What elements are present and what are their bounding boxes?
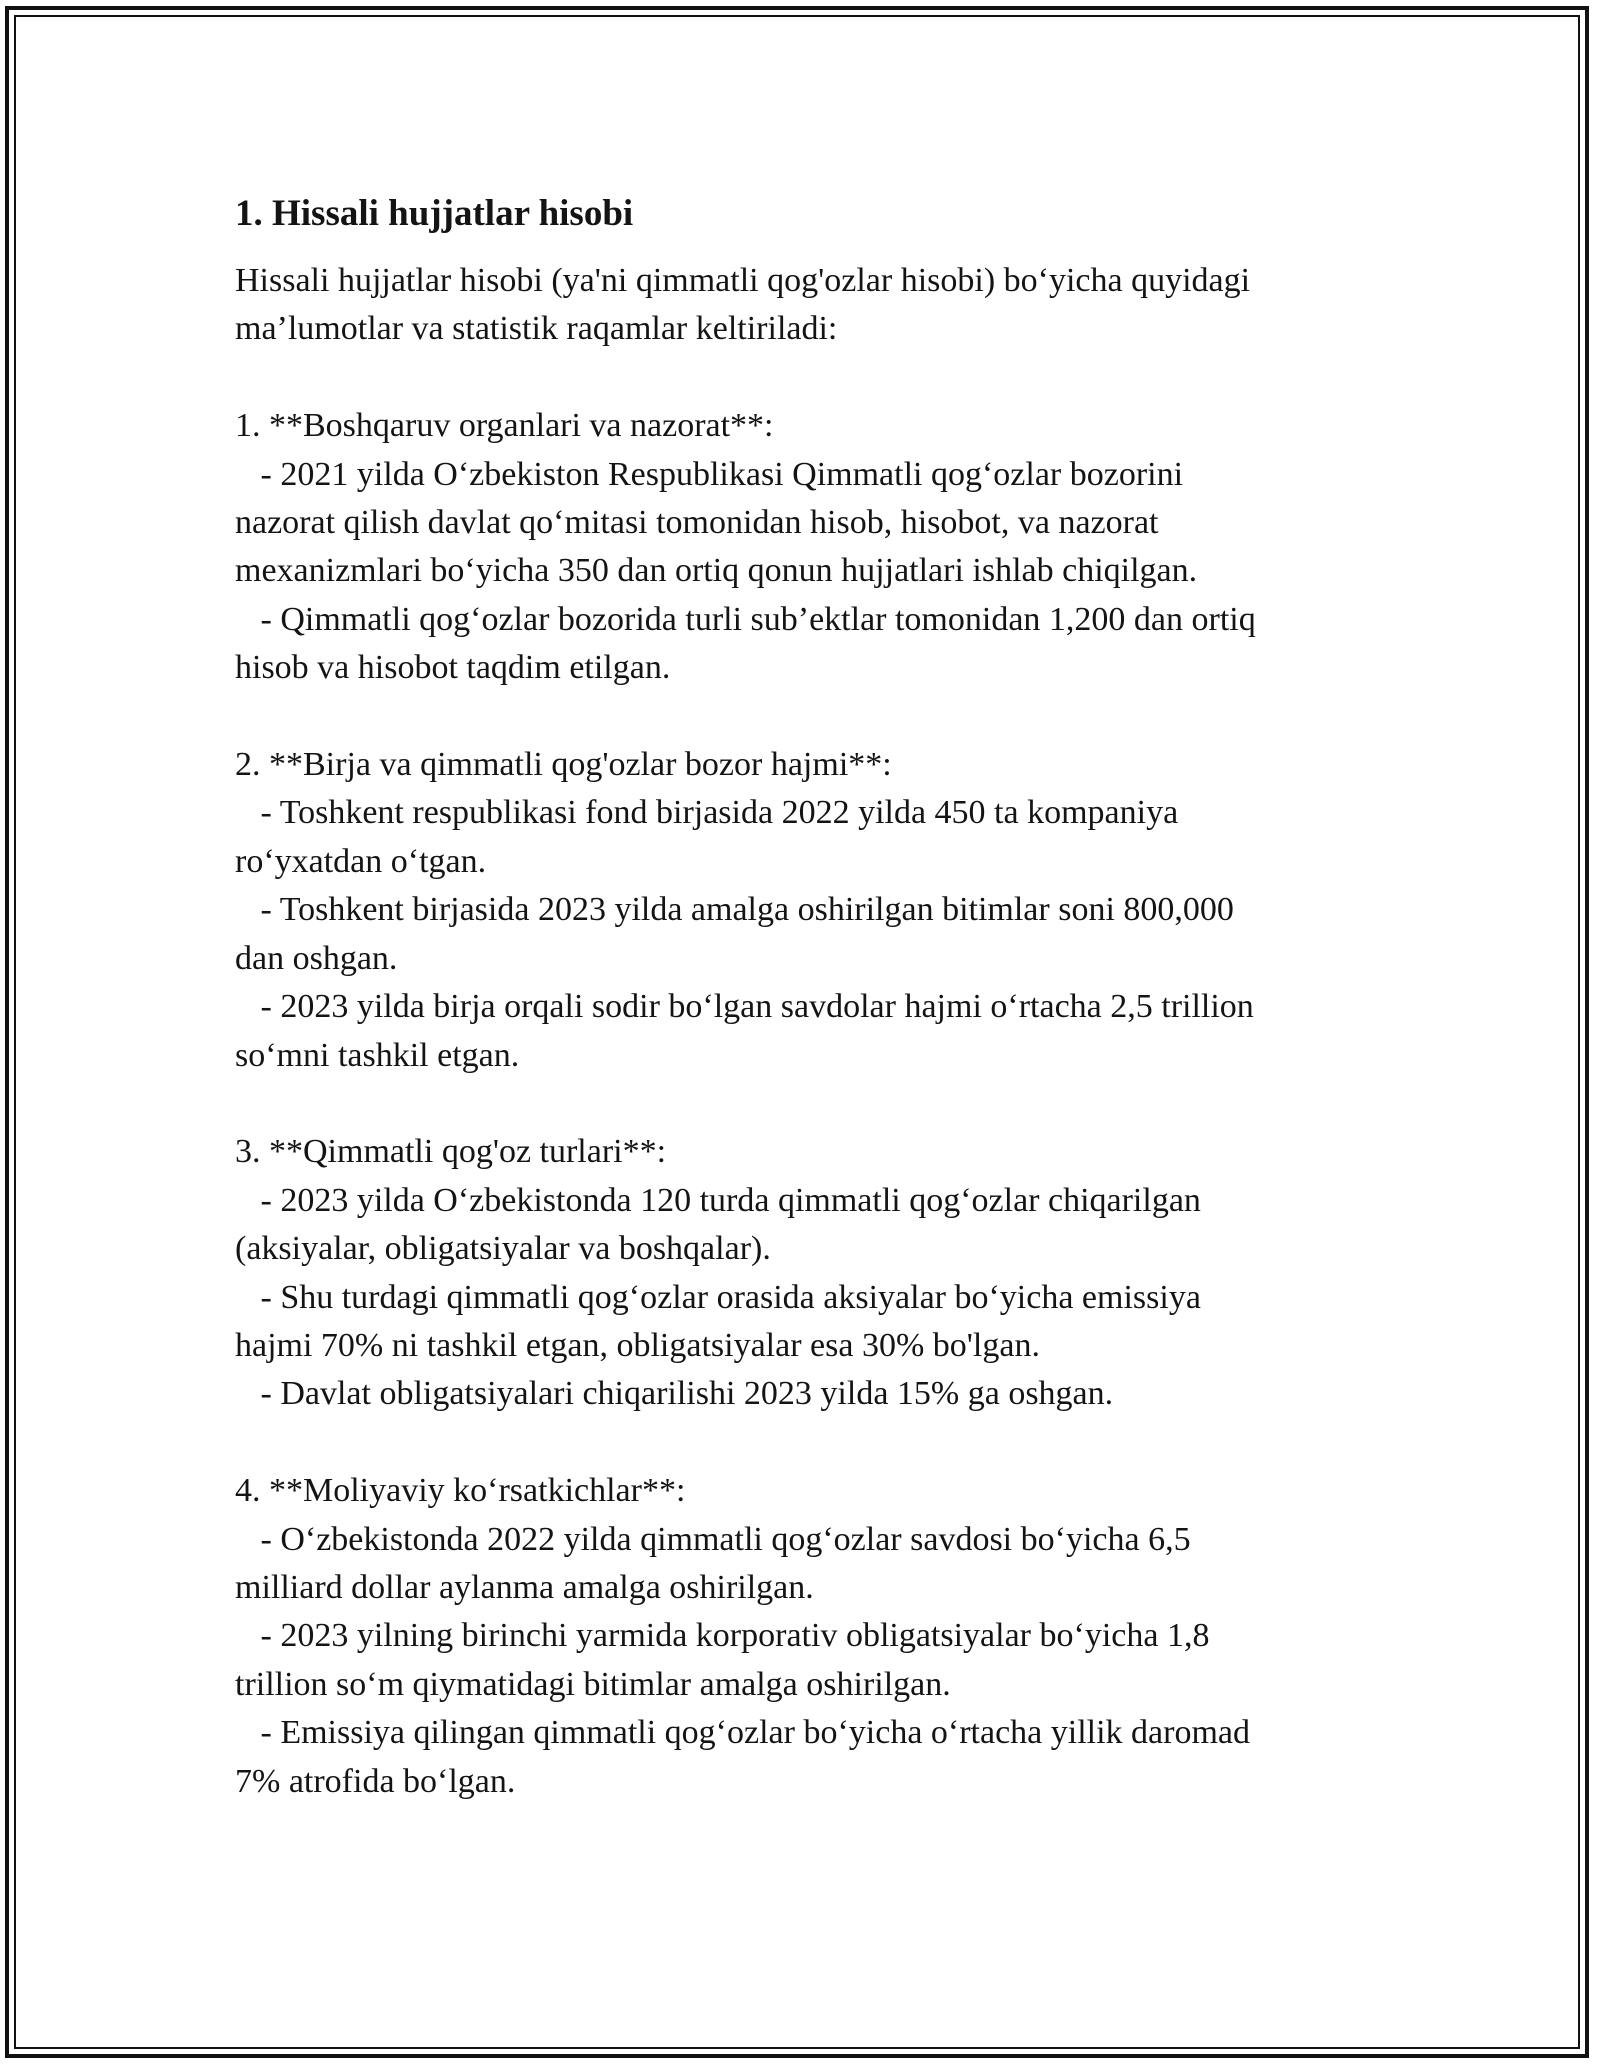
document-title: 1. Hissali hujjatlar hisobi	[235, 193, 634, 234]
document-content	[235, 185, 1385, 1806]
document-body: Hissali hujjatlar hisobi (ya'ni qimmatli qog'ozlar hisobi) bo‘yicha quyidagi ma’lumotlar va statistik raqamlar keltiriladi: 1. **Boshqaruv organlari va nazorat**: - 2021 yilda O‘zbekiston Respublikasi Qimmatli qog‘ozlar bozorini nazorat qilish davlat qo‘mitasi tomonidan hisob, hisobot, va nazorat mexanizmlari bo‘yicha 350 dan ortiq qonun hujjatlari ishlab chiqilgan. - Qimmatli qog‘ozlar bozorida turli sub’ektlar tomonidan 1,200 dan ortiq hisob va hisobot taqdim etilgan. 2. **Birja va qimmatli qog'ozlar bozor hajmi**: - Toshkent respublikasi fond birjasida 2022 yilda 450 ta kompaniya ro‘yxatdan o‘tgan. - Toshkent birjasida 2023 yilda amalga oshirilgan bitimlar soni 800,000 dan oshgan. - 2023 yilda birja orqali sodir bo‘lgan savdolar hajmi o‘rtacha 2,5 trillion so‘mni tashkil etgan. 3. **Qimmatli qog'oz turlari**: - 2023 yilda O‘zbekistonda 120 turda qimmatli qog‘ozlar chiqarilgan (aksiyalar, obligatsiyalar va boshqalar). - Shu turdagi qimmatli qog‘ozlar orasida aksiyalar bo‘yicha emissiya hajmi 70% ni tashkil etgan, obligatsiyalar esa 30% bo'lgan. - Davlat obligatsiyalari chiqarilishi 2023 yilda 15% ga oshgan. 4. **Moliyaviy ko‘rsatkichlar**: - O‘zbekistonda 2022 yilda qimmatli qog‘ozlar savdosi bo‘yicha 6,5 milliard dollar aylanma amalga oshirilgan. - 2023 yilning birinchi yarmida korporativ obligatsiyalar bo‘yicha 1,8 trillion so‘m qiymatidagi bitimlar amalga oshirilgan. - Emissiya qilingan qimmatli qog‘ozlar bo‘yicha o‘rtacha yillik daromad 7% atrofida bo‘lgan.	[235, 262, 1256, 1800]
